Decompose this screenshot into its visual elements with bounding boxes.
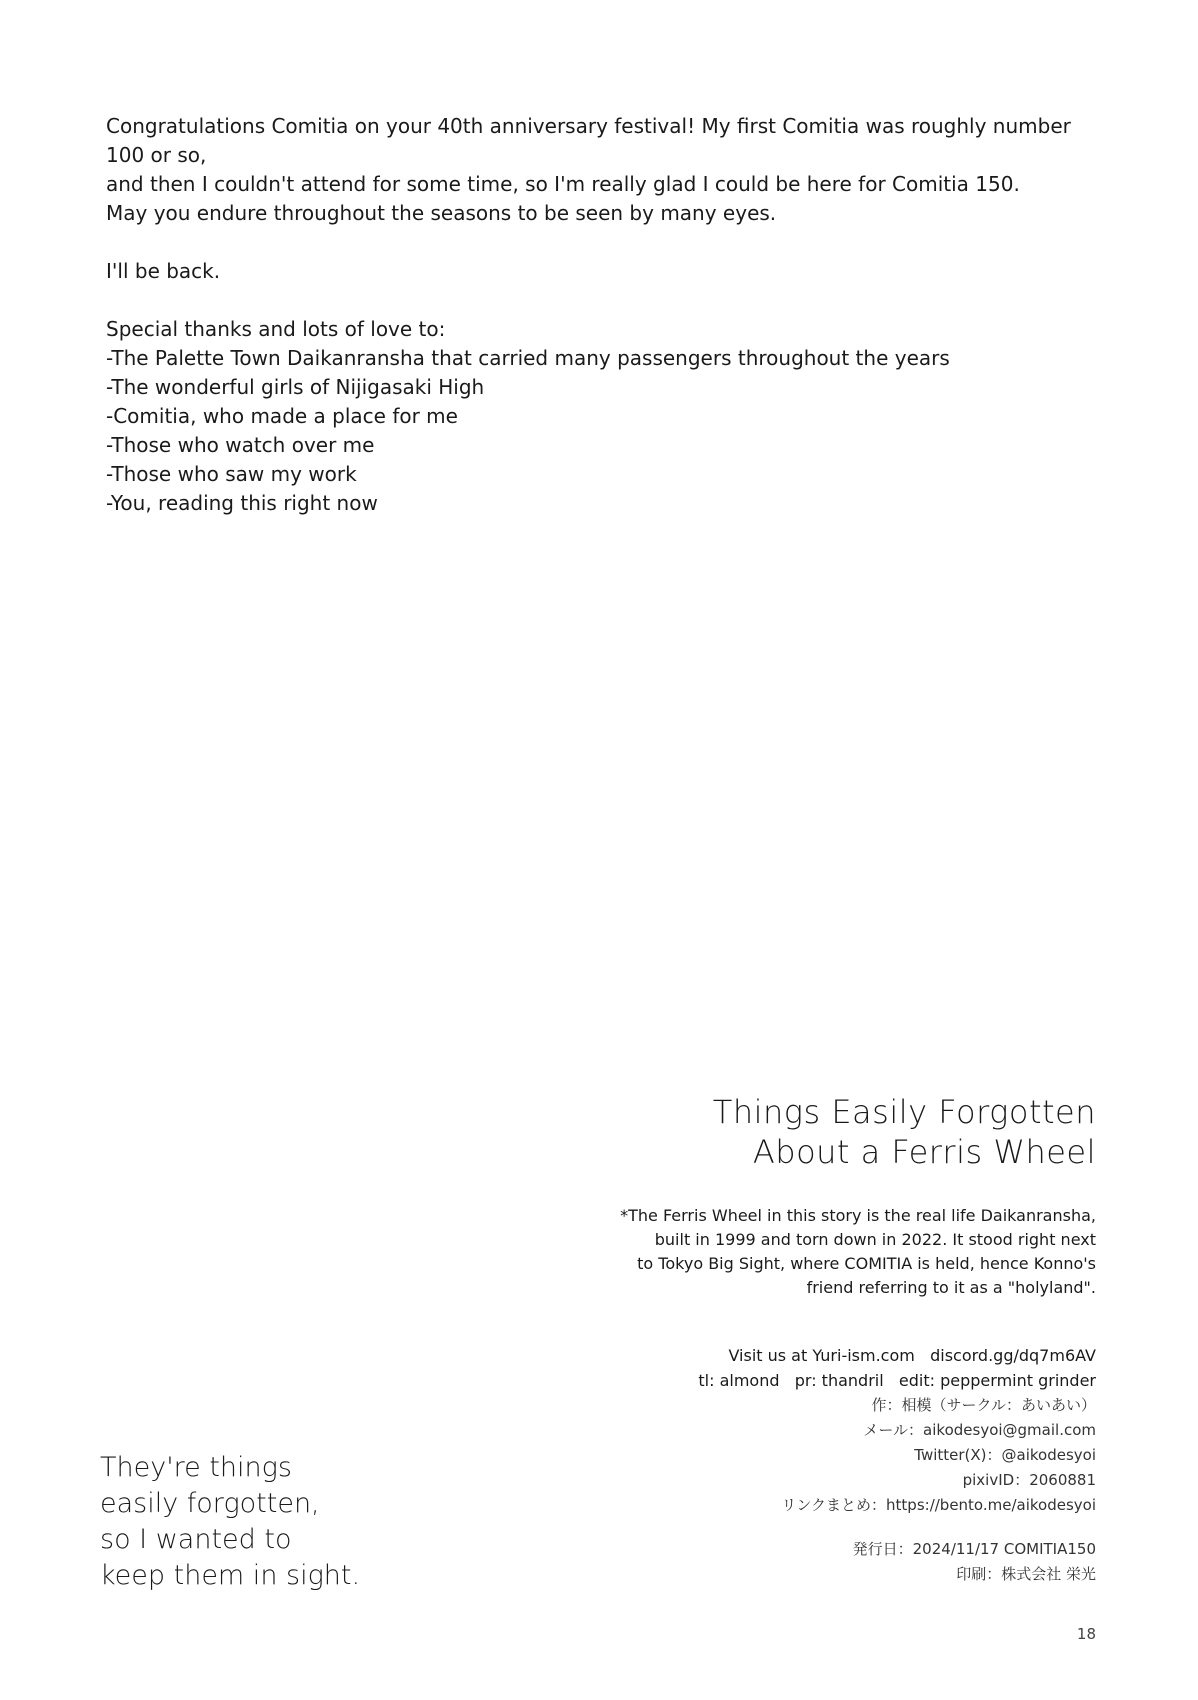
paragraph-gap <box>106 228 1106 257</box>
paragraph-gap <box>106 286 1106 315</box>
thanks-item: -Those who watch over me <box>106 433 375 457</box>
tagline-line: easily forgotten, <box>100 1488 320 1519</box>
author-name: 作：相模（サークル：あいあい） <box>871 1396 1096 1414</box>
page-number: 18 <box>1076 1625 1096 1643</box>
footnote-line: *The Ferris Wheel in this story is the real life Daikanransha, <box>620 1206 1096 1225</box>
footnote-line: built in 1999 and torn down in 2022. It stood right next <box>654 1230 1096 1249</box>
letter-line: I'll be back. <box>106 259 221 283</box>
credits-line: Visit us at Yuri-ism.com discord.gg/dq7m6AV <box>728 1346 1096 1365</box>
author-twitter: Twitter(X)：@aikodesyoi <box>914 1446 1096 1464</box>
footnote-line: friend referring to it as a "holyland". <box>806 1278 1096 1297</box>
letter-line: May you endure throughout the seasons to be seen by many eyes. <box>106 201 777 225</box>
footnote-line: to Tokyo Big Sight, where COMITIA is held, hence Konno's <box>637 1254 1096 1273</box>
thanks-heading: Special thanks and lots of love to: <box>106 317 446 341</box>
printer-name: 印刷：株式会社 栄光 <box>956 1565 1096 1583</box>
tagline <box>100 1450 360 1594</box>
thanks-item: -The wonderful girls of Nijigasaki High <box>106 375 485 399</box>
tagline-line: keep them in sight. <box>100 1560 361 1591</box>
publication-date: 発行日：2024/11/17 COMITIA150 <box>852 1540 1096 1558</box>
author-info <box>781 1393 1096 1518</box>
author-email: メール：aikodesyoi@gmail.com <box>863 1421 1096 1439</box>
credits-line: tl: almond pr: thandril edit: peppermint grinder <box>698 1371 1096 1390</box>
book-title-line: About a Ferris Wheel <box>752 1133 1096 1171</box>
letter-line: and then I couldn't attend for some time, so I'm really glad I could be here for Comitia 150. <box>106 172 1020 196</box>
scanlation-credits <box>698 1343 1096 1393</box>
book-title-line: Things Easily Forgotten <box>712 1093 1096 1131</box>
book-title <box>713 1092 1096 1172</box>
tagline-line: so I wanted to <box>100 1524 292 1555</box>
thanks-item: -Comitia, who made a place for me <box>106 404 458 428</box>
author-pixiv: pixivID：2060881 <box>962 1471 1096 1489</box>
publication-info <box>853 1537 1096 1587</box>
thanks-item: -You, reading this right now <box>106 491 378 515</box>
afterword-letter <box>106 112 1106 518</box>
author-links: リンクまとめ：https://bento.me/aikodesyoi <box>781 1496 1096 1514</box>
letter-line: Congratulations Comitia on your 40th anniversary festival! My first Comitia was roughly number 100 or so, <box>106 114 1071 167</box>
tagline-line: They're things <box>100 1452 292 1483</box>
thanks-item: -The Palette Town Daikanransha that carried many passengers throughout the years <box>106 346 950 370</box>
footnote <box>576 1204 1096 1300</box>
thanks-item: -Those who saw my work <box>106 462 357 486</box>
